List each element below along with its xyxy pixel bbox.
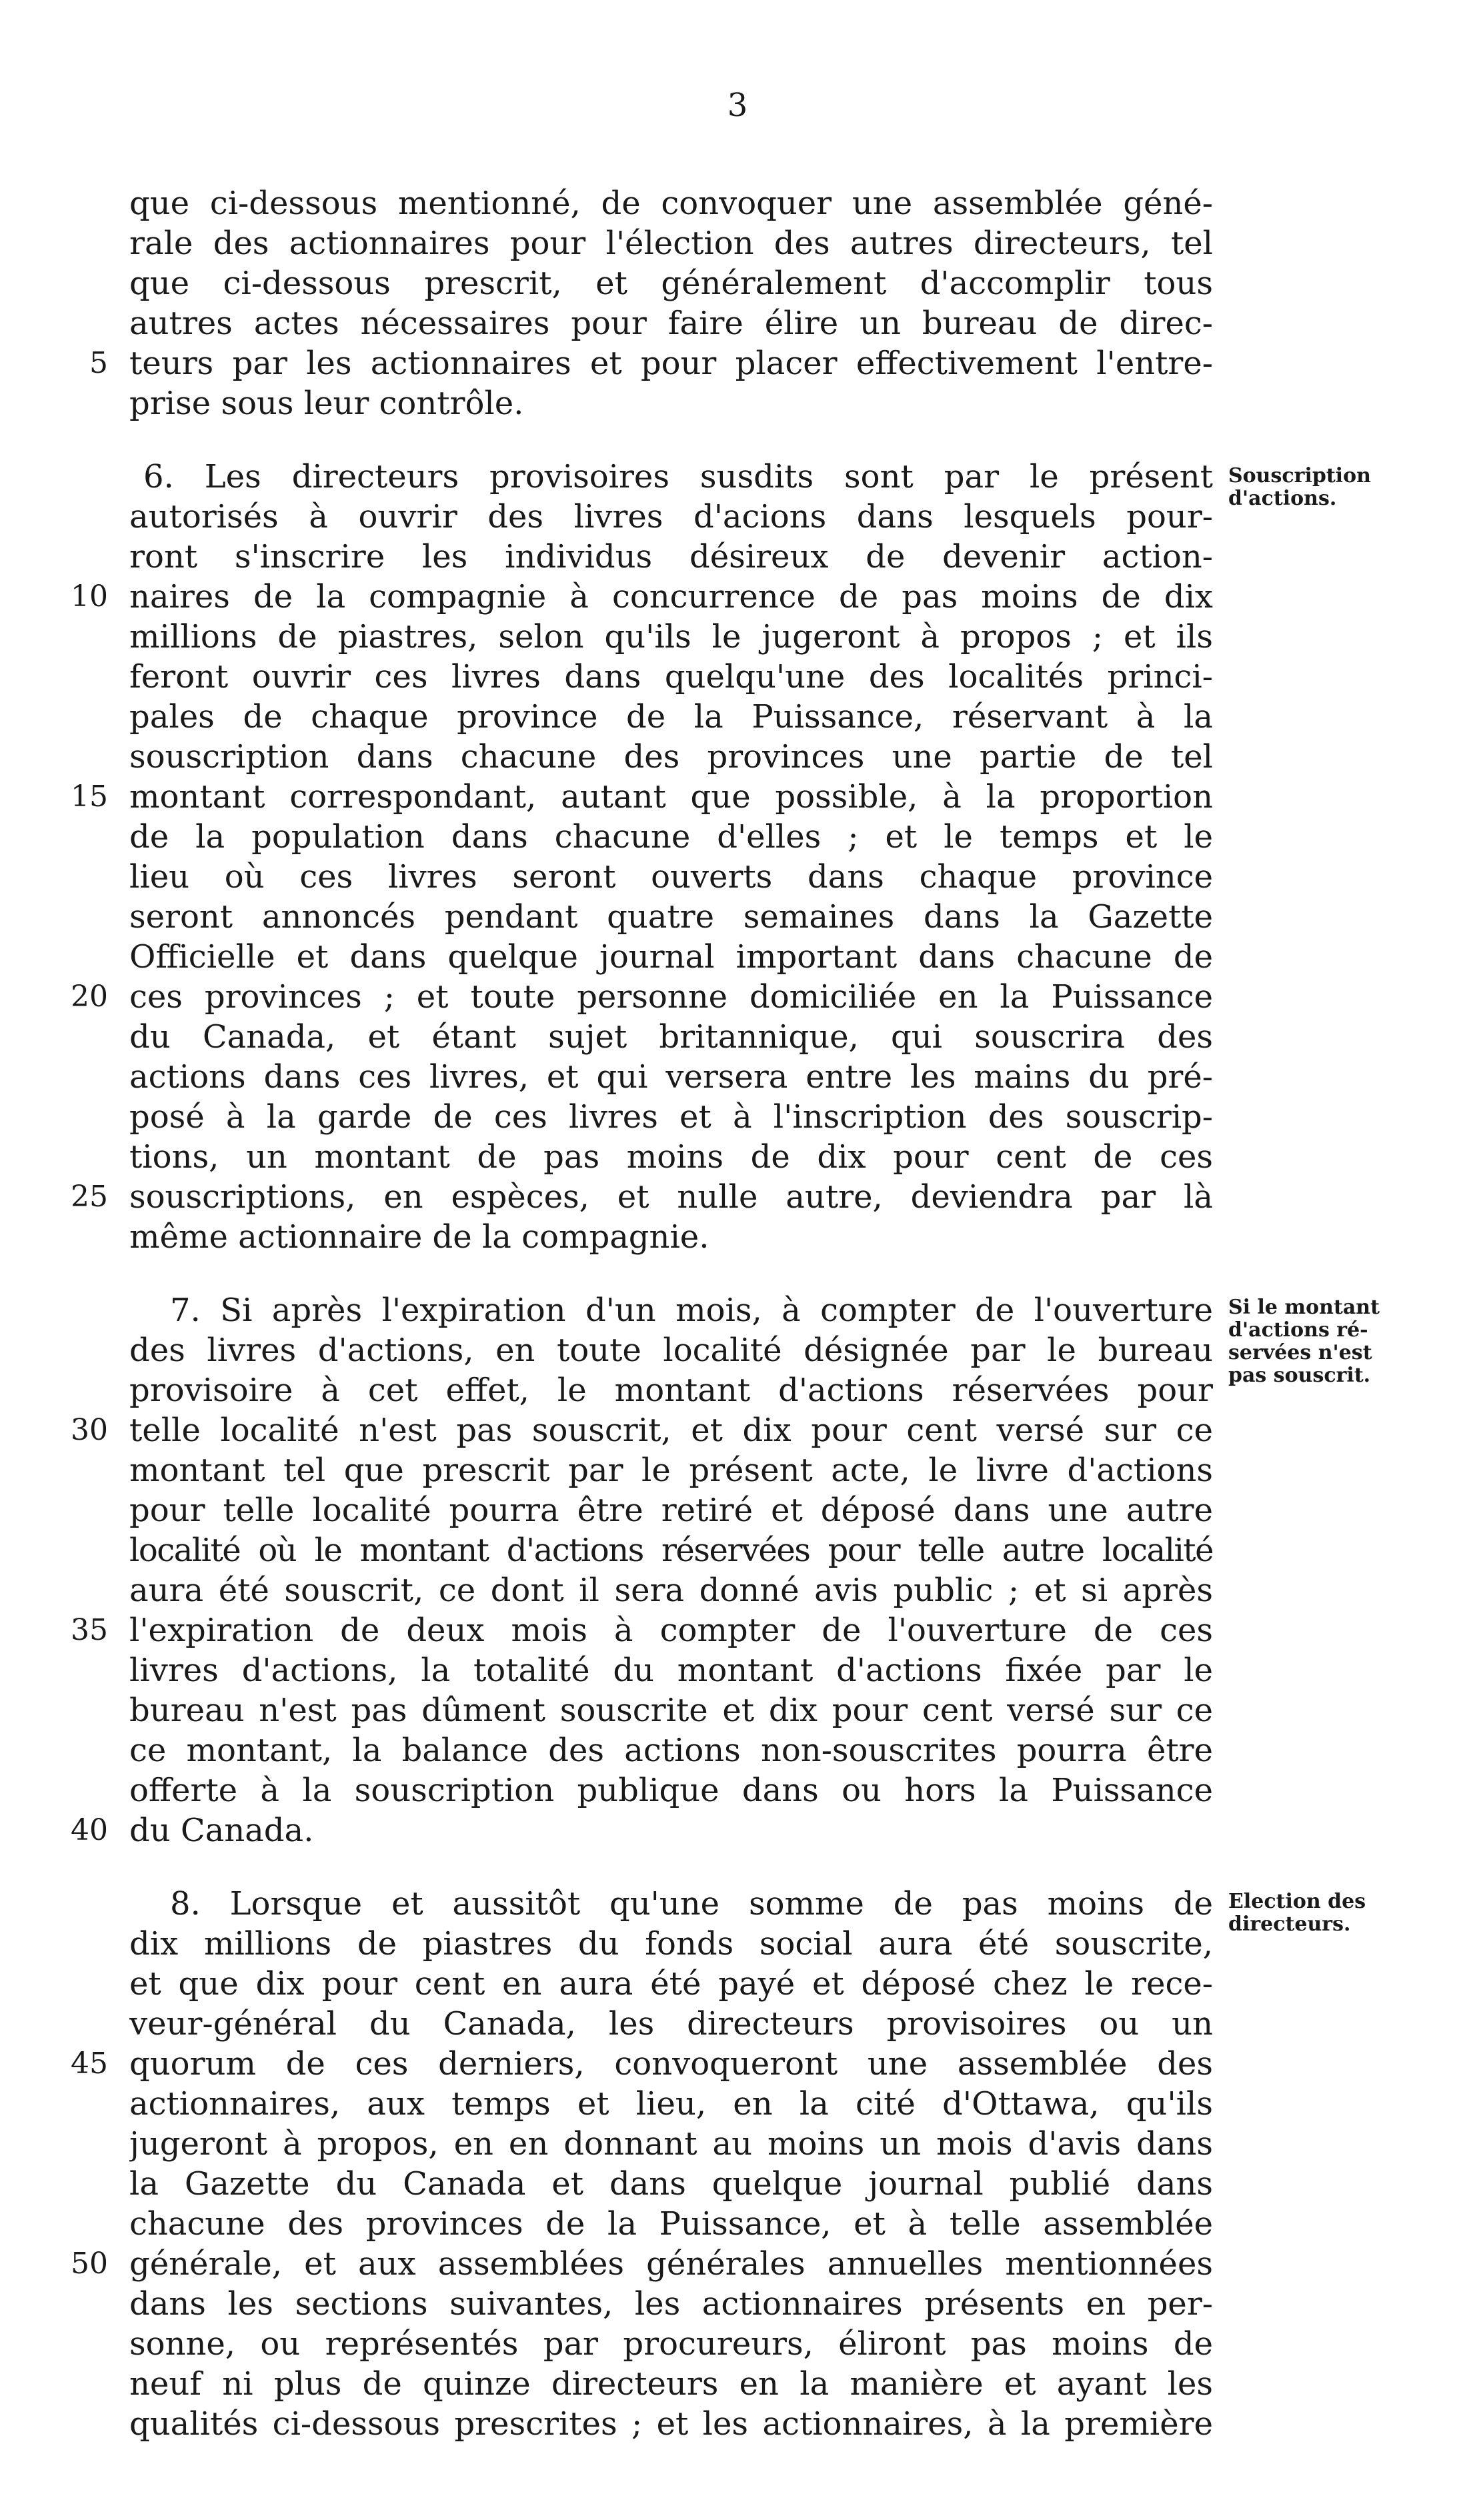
text-line: ront s'inscrire les individus désireux de devenir action- bbox=[129, 538, 1213, 575]
text-line: rale des actionnaires pour l'élection des autres directeurs, tel bbox=[129, 225, 1213, 262]
text-line: posé à la garde de ces livres et à l'inscription des souscrip- bbox=[129, 1098, 1213, 1136]
margin-note-line: pas souscrit. bbox=[1228, 1364, 1371, 1387]
margin-note-line: Souscription bbox=[1228, 464, 1371, 487]
text-line: naires de la compagnie à concurrence de pas moins de dix bbox=[129, 578, 1213, 615]
line-number: 30 bbox=[71, 1413, 108, 1447]
text-line: que ci-dessous prescrit, et généralement d'accomplir tous bbox=[129, 265, 1213, 302]
text-line: ces provinces ; et toute personne domiciliée en la Puissance bbox=[129, 978, 1213, 1016]
section-6-first-line: 6. Les directeurs provisoires susdits sont par le présent bbox=[143, 458, 1213, 495]
text-line: montant correspondant, autant que possible, à la proportion bbox=[129, 778, 1213, 816]
line-number: 50 bbox=[71, 2247, 108, 2281]
line-number: 15 bbox=[71, 780, 108, 814]
text-line: veur-général du Canada, les directeurs provisoires ou un bbox=[129, 2005, 1213, 2043]
line-number: 45 bbox=[71, 2047, 108, 2081]
text-line: sonne, ou représentés par procureurs, éliront pas moins de bbox=[129, 2325, 1213, 2363]
text-line: du Canada. bbox=[129, 1812, 314, 1849]
text-line: actionnaires, aux temps et lieu, en la cité d'Ottawa, qu'ils bbox=[129, 2085, 1213, 2123]
margin-note-line: d'actions ré- bbox=[1228, 1318, 1368, 1342]
line-number: 10 bbox=[71, 579, 108, 613]
margin-note-line: servées n'est bbox=[1228, 1341, 1372, 1364]
text-line: générale, et aux assemblées générales annuelles mentionnées bbox=[129, 2245, 1213, 2283]
text-line: pour telle localité pourra être retiré et déposé dans une autre bbox=[129, 1492, 1213, 1529]
text-line: que ci-dessous mentionné, de convoquer une assemblée géné- bbox=[129, 185, 1213, 222]
text-line: millions de piastres, selon qu'ils le jugeront à propos ; et ils bbox=[129, 618, 1213, 656]
text-line: dans les sections suivantes, les actionnaires présents en per- bbox=[129, 2285, 1213, 2323]
section-7-first-line: 7. Si après l'expiration d'un mois, à compter de l'ouverture bbox=[170, 1292, 1213, 1329]
margin-note-souscription bbox=[1228, 465, 1455, 510]
text-line: actions dans ces livres, et qui versera entre les mains du pré- bbox=[129, 1058, 1213, 1096]
text-line: et que dix pour cent en aura été payé et déposé chez le rece- bbox=[129, 1965, 1213, 2003]
margin-note-si-le-montant bbox=[1228, 1296, 1455, 1387]
text-line: ce montant, la balance des actions non-souscrites pourra être bbox=[129, 1732, 1213, 1769]
page-number: 3 bbox=[727, 87, 748, 124]
text-line: localité où le montant d'actions réservées pour telle autre localité bbox=[129, 1532, 1213, 1569]
text-line: telle localité n'est pas souscrit, et dix pour cent versé sur ce bbox=[129, 1412, 1213, 1449]
text-line: aura été souscrit, ce dont il sera donné avis public ; et si après bbox=[129, 1572, 1213, 1609]
line-number: 40 bbox=[71, 1813, 108, 1847]
line-number: 35 bbox=[71, 1613, 108, 1647]
text-line: offerte à la souscription publique dans ou hors la Puissance bbox=[129, 1772, 1213, 1809]
text-line: souscription dans chacune des provinces une partie de tel bbox=[129, 738, 1213, 776]
text-line: lieu où ces livres seront ouverts dans chaque province bbox=[129, 858, 1213, 896]
text-line: tions, un montant de pas moins de dix pour cent de ces bbox=[129, 1138, 1213, 1176]
text-line: bureau n'est pas dûment souscrite et dix pour cent versé sur ce bbox=[129, 1692, 1213, 1729]
text-line: livres d'actions, la totalité du montant d'actions fixée par le bbox=[129, 1652, 1213, 1689]
text-line: teurs par les actionnaires et pour placer effectivement l'entre- bbox=[129, 345, 1213, 382]
line-number: 25 bbox=[71, 1180, 108, 1214]
text-line: montant tel que prescrit par le présent acte, le livre d'actions bbox=[129, 1452, 1213, 1489]
text-line: la Gazette du Canada et dans quelque journal publié dans bbox=[129, 2165, 1213, 2203]
text-line: du Canada, et étant sujet britannique, qui souscrira des bbox=[129, 1018, 1213, 1056]
text-line: de la population dans chacune d'elles ; et le temps et le bbox=[129, 818, 1213, 856]
margin-note-line: d'actions. bbox=[1228, 487, 1337, 510]
line-number: 5 bbox=[89, 346, 108, 380]
text-line: même actionnaire de la compagnie. bbox=[129, 1218, 709, 1256]
text-line: prise sous leur contrôle. bbox=[129, 385, 524, 422]
text-line: feront ouvrir ces livres dans quelqu'une des localités princi- bbox=[129, 658, 1213, 696]
line-number: 20 bbox=[71, 980, 108, 1014]
text-line: provisoire à cet effet, le montant d'actions réservées pour bbox=[129, 1372, 1213, 1409]
text-line: pales de chaque province de la Puissance, réservant à la bbox=[129, 698, 1213, 736]
text-line: autres actes nécessaires pour faire élire un bureau de direc- bbox=[129, 305, 1213, 342]
margin-note-line: directeurs. bbox=[1228, 1913, 1351, 1936]
text-line: des livres d'actions, en toute localité désignée par le bureau bbox=[129, 1332, 1213, 1369]
margin-note-line: Election des bbox=[1228, 1890, 1366, 1913]
text-line: Officielle et dans quelque journal important dans chacune de bbox=[129, 938, 1213, 976]
text-line: jugeront à propos, en en donnant au moins un mois d'avis dans bbox=[129, 2125, 1213, 2163]
section-8-first-line: 8. Lorsque et aussitôt qu'une somme de pas moins de bbox=[170, 1885, 1213, 1923]
text-line: quorum de ces derniers, convoqueront une assemblée des bbox=[129, 2045, 1213, 2083]
margin-note-election bbox=[1228, 1891, 1455, 1936]
text-line: qualités ci-dessous prescrites ; et les actionnaires, à la première bbox=[129, 2405, 1213, 2443]
text-line: l'expiration de deux mois à compter de l'ouverture de ces bbox=[129, 1612, 1213, 1649]
margin-note-line: Si le montant bbox=[1228, 1296, 1380, 1319]
text-line: autorisés à ouvrir des livres d'acions dans lesquels pour- bbox=[129, 498, 1213, 535]
text-line: souscriptions, en espèces, et nulle autre, deviendra par là bbox=[129, 1178, 1213, 1216]
text-line: chacune des provinces de la Puissance, et à telle assemblée bbox=[129, 2205, 1213, 2243]
text-line: seront annoncés pendant quatre semaines dans la Gazette bbox=[129, 898, 1213, 936]
text-line: neuf ni plus de quinze directeurs en la manière et ayant les bbox=[129, 2365, 1213, 2403]
text-line: dix millions de piastres du fonds social aura été souscrite, bbox=[129, 1925, 1213, 1963]
